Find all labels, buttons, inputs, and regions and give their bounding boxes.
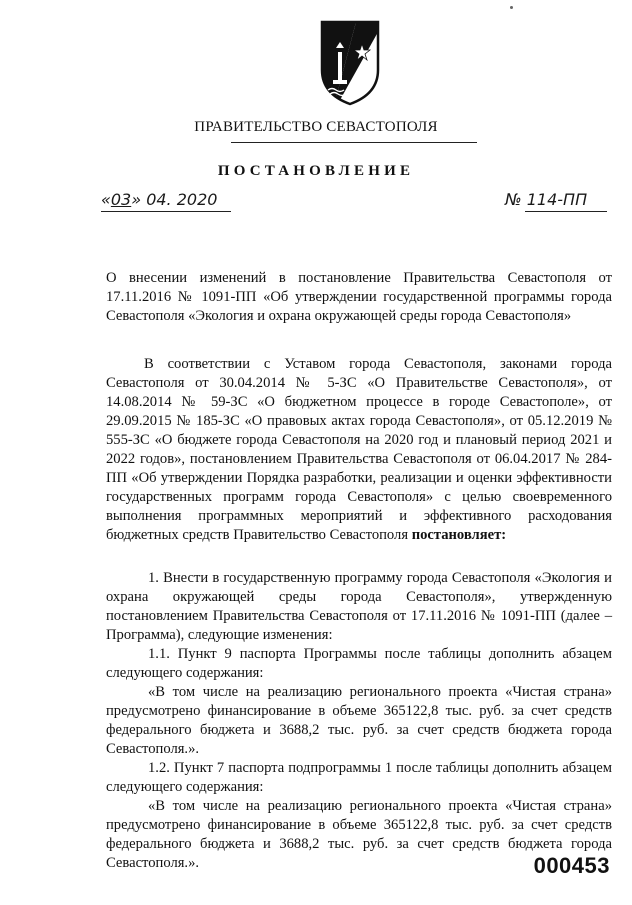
government-name: ПРАВИТЕЛЬСТВО СЕВАСТОПОЛЯ [194, 119, 438, 135]
item-1: 1. Внести в государственную программу города Севастополя «Экология и охрана окружающей среды города Севастополя», утвержденную постановлением Правительства Севастополя от 17.11.2016 № 1091-ПП (далее – Программа), следующие изменения: [106, 570, 612, 643]
number-sign: № [505, 190, 522, 209]
quote-2: «В том числе на реализацию регионального проекта «Чистая страна» предусмотрено финансирование в объеме 365122,8 тыс. руб. за счет средств федерального бюджета и 3688,2 тыс. руб. за счет средств бюджета города Севастополя.». [106, 798, 612, 871]
item-1-2: 1.2. Пункт 7 паспорта подпрограммы 1 после таблицы дополнить абзацем следующего содержания: [106, 760, 612, 795]
number-underline [525, 211, 607, 212]
date-month-year: 04. 2020 [141, 190, 218, 209]
serial-number: 000453 [533, 853, 610, 878]
number-value: 114-ПП [521, 190, 588, 209]
document-type-title: ПОСТАНОВЛЕНИЕ [217, 163, 415, 179]
subject-text: О внесении изменений в постановление Правительства Севастополя от 17.11.2016 № 1091-ПП «Об утверждении государственной программы города Севастополя «Экология и охрана окружающей среды города Севастополя» [106, 270, 612, 324]
date-day: 03 [110, 190, 132, 209]
document-date [101, 190, 217, 209]
preamble-paragraph [106, 355, 612, 545]
scan-speck [510, 6, 513, 9]
document-subject [106, 269, 612, 326]
preamble-text: В соответствии с Уставом города Севастополя, законами города Севастополя от 30.04.2014 № 5-ЗС «О Правительстве Севастополя», от 14.08.2014 № 59-ЗС «О бюджетном процессе в городе Севастополе», от 29.09.2015 № 185-ЗС «О правовых актах города Севастополя», от 05.12.2019 № 555-ЗС «О бюджете города Севастополя на 2020 год и плановый период 2021 и 2022 годов», постановлением Правительства Севастополя от 06.04.2017 № 284-ПП «Об утверждении Порядка разработки, реализации и оценки эффективности государственных программ города Севастополя» с целью своевременного выполнения программных мероприятий и эффективного расходования бюджетных средств Правительство Севастополя [106, 356, 612, 543]
item-1-1: 1.1. Пункт 9 паспорта Программы после таблицы дополнить абзацем следующего содержания: [106, 646, 612, 681]
decree-colon: : [501, 527, 507, 543]
document-number [505, 190, 587, 209]
decree-word: постановляет [411, 527, 502, 543]
preamble-block [106, 355, 612, 545]
date-close-quote: » [131, 190, 142, 209]
header-rule [231, 142, 477, 143]
quote-1: «В том числе на реализацию регионального проекта «Чистая страна» предусмотрено финансирование в объеме 365122,8 тыс. руб. за счет средств федерального бюджета и 3688,2 тыс. руб. за счет средств бюджета города Севастополя.». [106, 684, 612, 757]
date-underline [101, 211, 231, 212]
sevastopol-coat-of-arms-icon [318, 18, 382, 106]
date-open-quote: « [101, 190, 111, 209]
decree-body [106, 569, 612, 873]
